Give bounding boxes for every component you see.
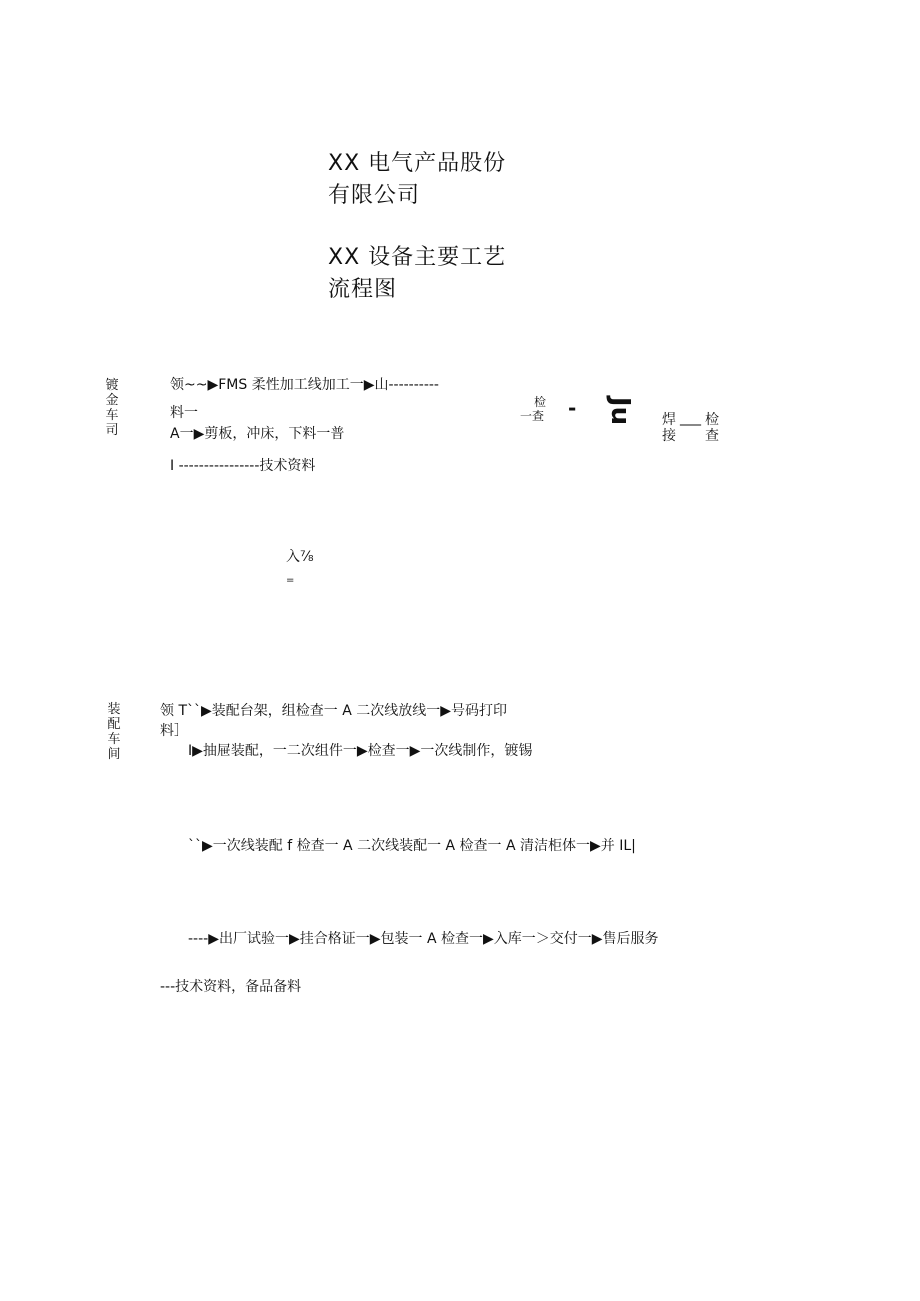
sheet-metal-flow-row4: I ----------------技术资料: [170, 458, 316, 474]
check-step-1-top: 检: [534, 395, 547, 409]
weld-connector-line: ___: [680, 410, 701, 426]
dash-mark: -: [568, 396, 577, 420]
assembly-flow-row2: 料］: [160, 723, 188, 739]
check-step-1-bottom: 一查: [520, 409, 545, 423]
sheet-metal-workshop-label: 镀金车司: [105, 378, 119, 438]
assembly-flow-row4: ``▶一次线装配 f 检查一 A 二次线装配一 A 检查一 A 清洁柜体一▶并 IL|: [188, 838, 636, 854]
assembly-flow-row5: ----▶出厂试验一▶挂合格证一▶包装一 A 检查一▶入库一＞交付一▶售后服务: [188, 931, 659, 947]
assembly-workshop-label: 装配车间: [107, 702, 121, 762]
assembly-flow-row3: I▶抽屉装配，一二次组件一▶检查一▶一次线制作，镀锡: [188, 743, 533, 759]
entry-mark: 入⅞: [286, 549, 314, 565]
doc-title-text-2: 流程图: [328, 277, 398, 302]
sheet-metal-flow-row3: A一▶剪板，冲床，下料一普: [170, 426, 345, 442]
weld-step-top: 焊: [662, 412, 676, 428]
ju-mark: Ju: [605, 396, 636, 426]
check-step-2-top: 检: [705, 412, 719, 428]
assembly-flow-row6: ---技术资料，备品备料: [160, 979, 302, 995]
sheet-metal-flow-row2: 料一: [170, 405, 198, 421]
company-title-line1: [328, 148, 506, 180]
company-title-text: XX 电气产品股份: [328, 151, 507, 176]
weld-step-bottom: 接: [662, 428, 676, 444]
doc-title-line2: [328, 274, 397, 306]
check-step-2-bottom: 查: [705, 428, 719, 444]
company-title-text-2: 有限公司: [328, 183, 421, 208]
entry-sub-mark: =: [286, 575, 295, 586]
assembly-flow-row1: 领 T``▶装配台架，组检查一 A 二次线放线一▶号码打印: [160, 703, 508, 719]
sheet-metal-flow-row1: 领~~▶FMS 柔性加工线加工一▶山----------: [170, 377, 439, 393]
doc-title-text: XX 设备主要工艺: [328, 245, 507, 270]
doc-title-line1: [328, 242, 506, 274]
company-title-line2: [328, 180, 420, 212]
